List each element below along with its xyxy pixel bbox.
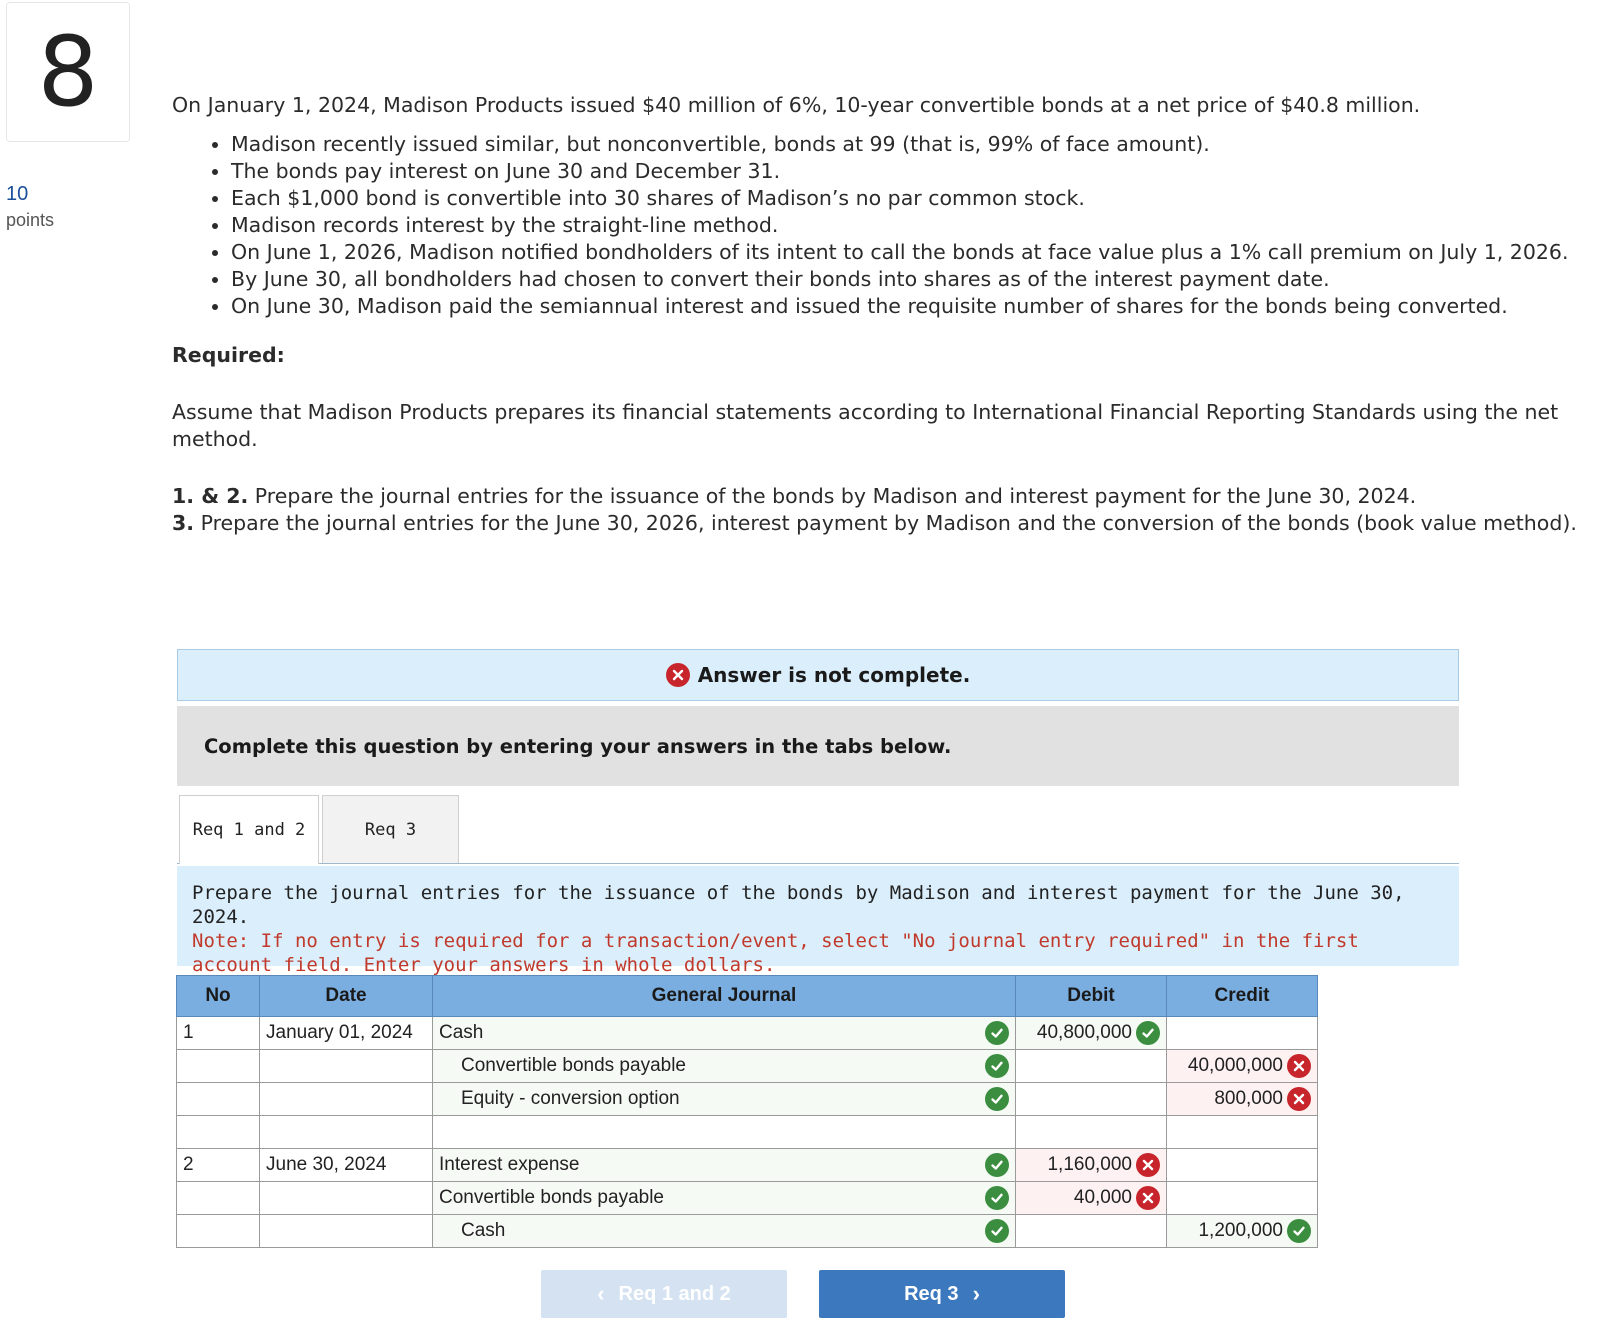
next-tab-label: Req 3 [904,1282,959,1305]
task-2-prefix: 3. [172,511,195,535]
fact-item: • By June 30, all bondholders had chosen to convert their bonds into shares as of the interest payment date. [231,266,1592,293]
task-1-text: Prepare the journal entries for the issuance of the bonds by Madison and interest payment for the June 30, 2024. [248,484,1417,508]
chevron-right-icon: › [972,1281,980,1306]
fact-item: • Each $1,000 bond is convertible into 30 shares of Madison’s no par common stock. [231,185,1592,212]
task-2 [172,510,1592,537]
entry-no-cell[interactable] [177,1215,260,1248]
required-heading: Required: [172,343,285,367]
header-general-journal: General Journal [433,976,1016,1017]
entry-no-cell[interactable] [177,1017,260,1050]
instruction-text: Complete this question by entering your answers in the tabs below. [204,734,952,758]
date-cell[interactable] [260,1050,433,1083]
credit-cell[interactable] [1167,1215,1318,1248]
debit-amount: 40,000 [1073,1187,1132,1209]
credit-amount: 40,000,000 [1187,1055,1283,1077]
assumption-text: Assume that Madison Products prepares its financial statements according to International Financial Reporting Standards using the net method. [172,400,1559,451]
debit-cell[interactable] [1016,1017,1167,1050]
journal-row [177,1116,1318,1149]
prev-tab-button[interactable] [541,1270,787,1318]
account-name: Convertible bonds payable [439,1187,664,1208]
journal-row [177,1017,1318,1050]
prompt-note: Note: If no entry is required for a transaction/event, select "No journal entry required" in the first account field. Enter your answers in whole dollars. [192,930,1359,976]
header-no: No [177,976,260,1017]
check-icon [1287,1219,1311,1243]
check-icon [1136,1021,1160,1045]
journal-row [177,1149,1318,1182]
check-icon [985,1087,1009,1111]
problem-intro: On January 1, 2024, Madison Products issued $40 million of 6%, 10-year convertible bonds at a net price of $40.8 million. [172,93,1421,117]
instruction-banner [177,706,1459,786]
debit-amount: 1,160,000 [1047,1154,1132,1176]
date-cell[interactable] [260,1116,433,1149]
debit-cell[interactable] [1016,1116,1167,1149]
credit-cell[interactable] [1167,1182,1318,1215]
account-cell[interactable] [433,1149,1016,1182]
account-cell[interactable] [433,1116,1016,1149]
error-icon [1287,1087,1311,1111]
account-cell[interactable] [433,1017,1016,1050]
task-1-prefix: 1. & 2. [172,484,249,508]
entry-no: 1 [183,1022,194,1043]
points-label: points [6,210,55,230]
date-cell[interactable] [260,1149,433,1182]
journal-row [177,1083,1318,1116]
date-cell[interactable] [260,1215,433,1248]
fact-item: • Madison records interest by the straight-line method. [231,212,1592,239]
account-cell[interactable] [433,1083,1016,1116]
entry-no-cell[interactable] [177,1149,260,1182]
check-icon [985,1153,1009,1177]
account-cell[interactable] [433,1050,1016,1083]
points-box [6,183,54,231]
credit-amount: 800,000 [1214,1088,1283,1110]
account-cell[interactable] [433,1182,1016,1215]
debit-amount: 40,800,000 [1036,1022,1132,1044]
entry-no-cell[interactable] [177,1182,260,1215]
task-1 [172,483,1592,510]
error-icon [1136,1186,1160,1210]
chevron-left-icon: ‹ [597,1281,605,1306]
credit-cell[interactable] [1167,1149,1318,1182]
check-icon [985,1054,1009,1078]
question-number: 8 [6,2,130,142]
date-cell[interactable] [260,1083,433,1116]
credit-cell[interactable] [1167,1116,1318,1149]
journal-header-row [177,976,1318,1017]
journal-table [176,975,1318,1248]
entry-no: 2 [183,1154,194,1175]
credit-amount: 1,200,000 [1198,1220,1283,1242]
fact-item: • On June 30, Madison paid the semiannual interest and issued the requisite number of shares for the bonds being converted. [231,293,1592,320]
tab-req-3[interactable]: Req 3 [322,795,459,863]
entry-no-cell[interactable] [177,1050,260,1083]
header-date: Date [260,976,433,1017]
requirement-tabs [177,795,1459,864]
fact-item: • On June 1, 2026, Madison notified bondholders of its intent to call the bonds at face value plus a 1% call premium on July 1, 2026. [231,239,1592,266]
debit-cell[interactable] [1016,1182,1167,1215]
error-icon [666,663,690,687]
date-cell[interactable] [260,1017,433,1050]
debit-cell[interactable] [1016,1149,1167,1182]
problem-statement [172,92,1592,537]
check-icon [985,1021,1009,1045]
account-name: Equity - conversion option [461,1088,680,1109]
date-cell[interactable] [260,1182,433,1215]
account-name: Cash [461,1220,506,1241]
fact-item: • Madison recently issued similar, but nonconvertible, bonds at 99 (that is, 99% of face amount). [231,131,1592,158]
header-debit: Debit [1016,976,1167,1017]
account-cell[interactable] [433,1215,1016,1248]
account-name: Convertible bonds payable [461,1055,686,1076]
credit-cell[interactable] [1167,1083,1318,1116]
entry-no-cell[interactable] [177,1083,260,1116]
answer-status-banner [177,649,1459,701]
account-name: Cash [439,1022,484,1043]
debit-cell[interactable] [1016,1050,1167,1083]
tab-prompt [177,866,1459,976]
error-icon [1136,1153,1160,1177]
entry-date: January 01, 2024 [266,1022,413,1043]
debit-cell[interactable] [1016,1215,1167,1248]
points-value: 10 [6,183,29,205]
journal-body [177,1017,1318,1248]
header-credit: Credit [1167,976,1318,1017]
facts-list [172,131,1592,320]
next-tab-button[interactable] [819,1270,1065,1318]
entry-no-cell[interactable] [177,1116,260,1149]
account-name: Interest expense [439,1154,580,1175]
check-icon [985,1186,1009,1210]
journal-row [177,1182,1318,1215]
journal-row [177,1050,1318,1083]
error-icon [1287,1054,1311,1078]
prompt-text: Prepare the journal entries for the issuance of the bonds by Madison and interest payment for the June 30, 2024. [192,882,1405,928]
answer-status-text: Answer is not complete. [697,663,971,687]
task-2-text: Prepare the journal entries for the June 30, 2026, interest payment by Madison and the conversion of the bonds (book value method). [194,511,1577,535]
check-icon [985,1219,1009,1243]
credit-cell[interactable] [1167,1050,1318,1083]
journal-row [177,1215,1318,1248]
tab-req-1-and-2[interactable]: Req 1 and 2 [179,795,319,864]
fact-item: • The bonds pay interest on June 30 and December 31. [231,158,1592,185]
prev-tab-label: Req 1 and 2 [618,1282,731,1305]
entry-date: June 30, 2024 [266,1154,387,1175]
credit-cell[interactable] [1167,1017,1318,1050]
debit-cell[interactable] [1016,1083,1167,1116]
